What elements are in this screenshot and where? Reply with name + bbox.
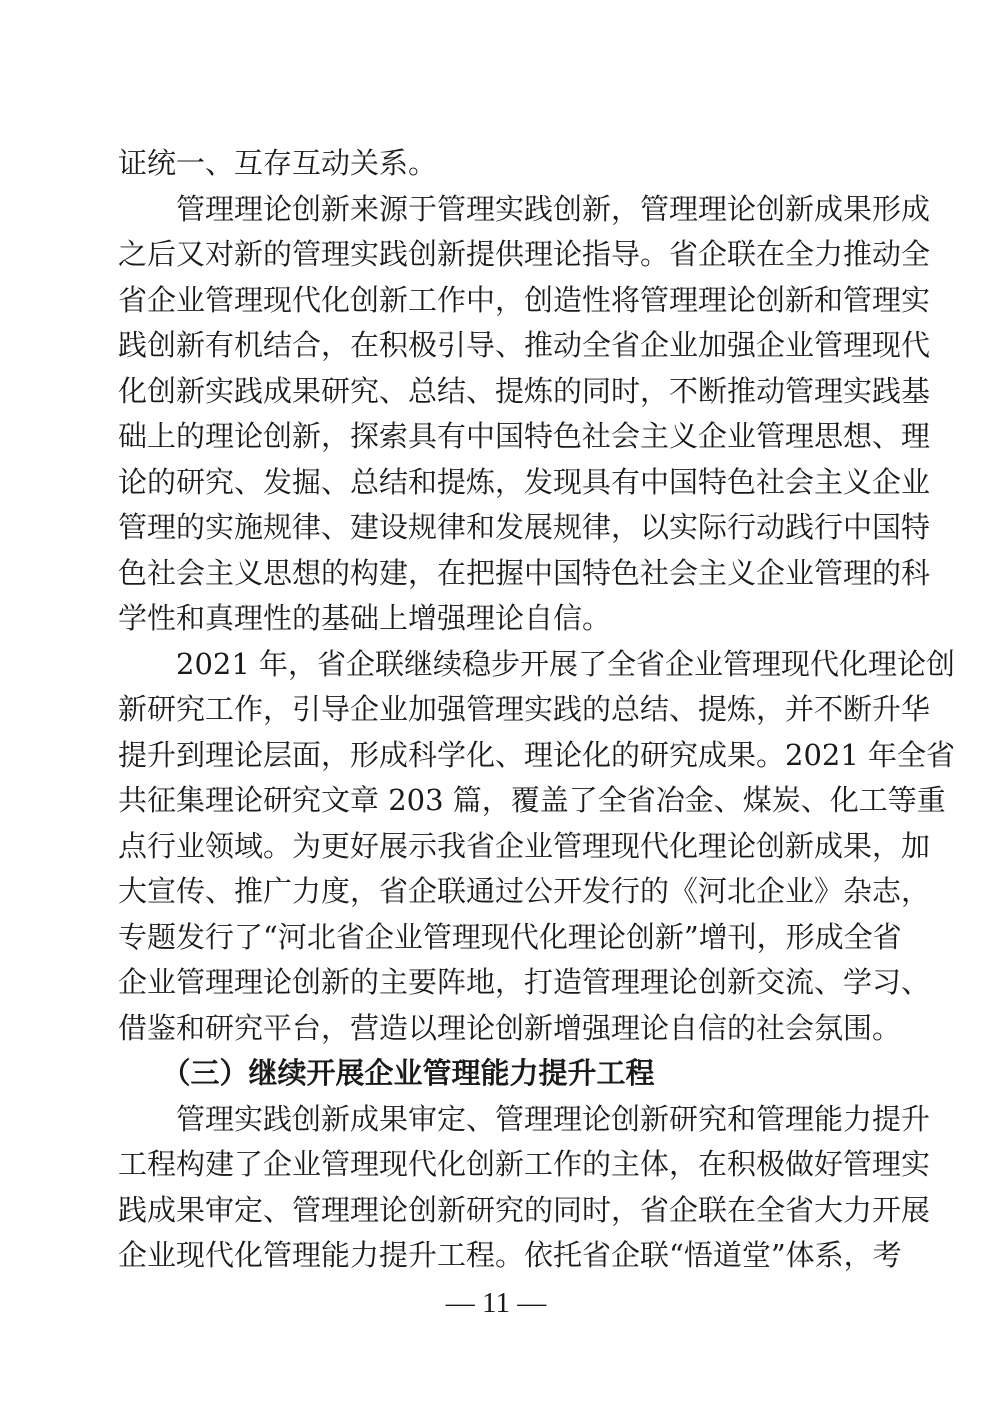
text-line: 企业管理理论创新的主要阵地，打造管理理论创新交流、学习、	[118, 965, 931, 999]
text-line: 2021 年，省企联继续稳步开展了全省企业管理现代化理论创	[118, 647, 956, 681]
text-line: 新研究工作，引导企业加强管理实践的总结、提炼，并不断升华	[118, 692, 931, 726]
text-line: 大宣传、推广力度，省企联通过公开发行的《河北企业》杂志，	[118, 874, 931, 908]
text-line: 管理理论创新来源于管理实践创新，管理理论创新成果形成	[118, 192, 931, 226]
section-heading: （三）继续开展企业管理能力提升工程	[118, 1056, 655, 1090]
text-line: 省企业管理现代化创新工作中，创造性将管理理论创新和管理实	[118, 283, 931, 317]
text-line: 借鉴和研究平台，营造以理论创新增强理论自信的社会氛围。	[118, 1011, 902, 1045]
text-line: 论的研究、发掘、总结和提炼，发现具有中国特色社会主义企业	[118, 465, 931, 499]
text-line: 化创新实践成果研究、总结、提炼的同时，不断推动管理实践基	[118, 374, 931, 408]
text-line: 工程构建了企业管理现代化创新工作的主体，在积极做好管理实	[118, 1147, 931, 1181]
text-line: 践创新有机结合，在积极引导、推动全省企业加强企业管理现代	[118, 328, 931, 362]
text-line: 础上的理论创新，探索具有中国特色社会主义企业管理思想、理	[118, 419, 931, 453]
text-line: 提升到理论层面，形成科学化、理论化的研究成果。2021 年全省	[118, 738, 956, 772]
text-line: 色社会主义思想的构建，在把握中国特色社会主义企业管理的科	[118, 556, 931, 590]
text-line: 管理的实施规律、建设规律和发展规律，以实际行动践行中国特	[118, 510, 931, 544]
text-line: 管理实践创新成果审定、管理理论创新研究和管理能力提升	[118, 1102, 931, 1136]
text-line: 学性和真理性的基础上增强理论自信。	[118, 601, 612, 635]
text-line: 专题发行了“河北省企业管理现代化理论创新”增刊，形成全省	[118, 920, 902, 954]
page-number: — 11 —	[445, 1287, 547, 1319]
text-line: 践成果审定、管理理论创新研究的同时，省企联在全省大力开展	[118, 1193, 931, 1227]
text-line: 点行业领域。为更好展示我省企业管理现代化理论创新成果，加	[118, 829, 931, 863]
text-line: 企业现代化管理能力提升工程。依托省企联“悟道堂”体系，考	[118, 1238, 902, 1272]
text-line: 证统一、互存互动关系。	[118, 146, 438, 180]
text-line: 共征集理论研究文章 203 篇，覆盖了全省冶金、煤炭、化工等重	[118, 783, 946, 817]
text-line: 之后又对新的管理实践创新提供理论指导。省企联在全力推动全	[118, 237, 931, 271]
